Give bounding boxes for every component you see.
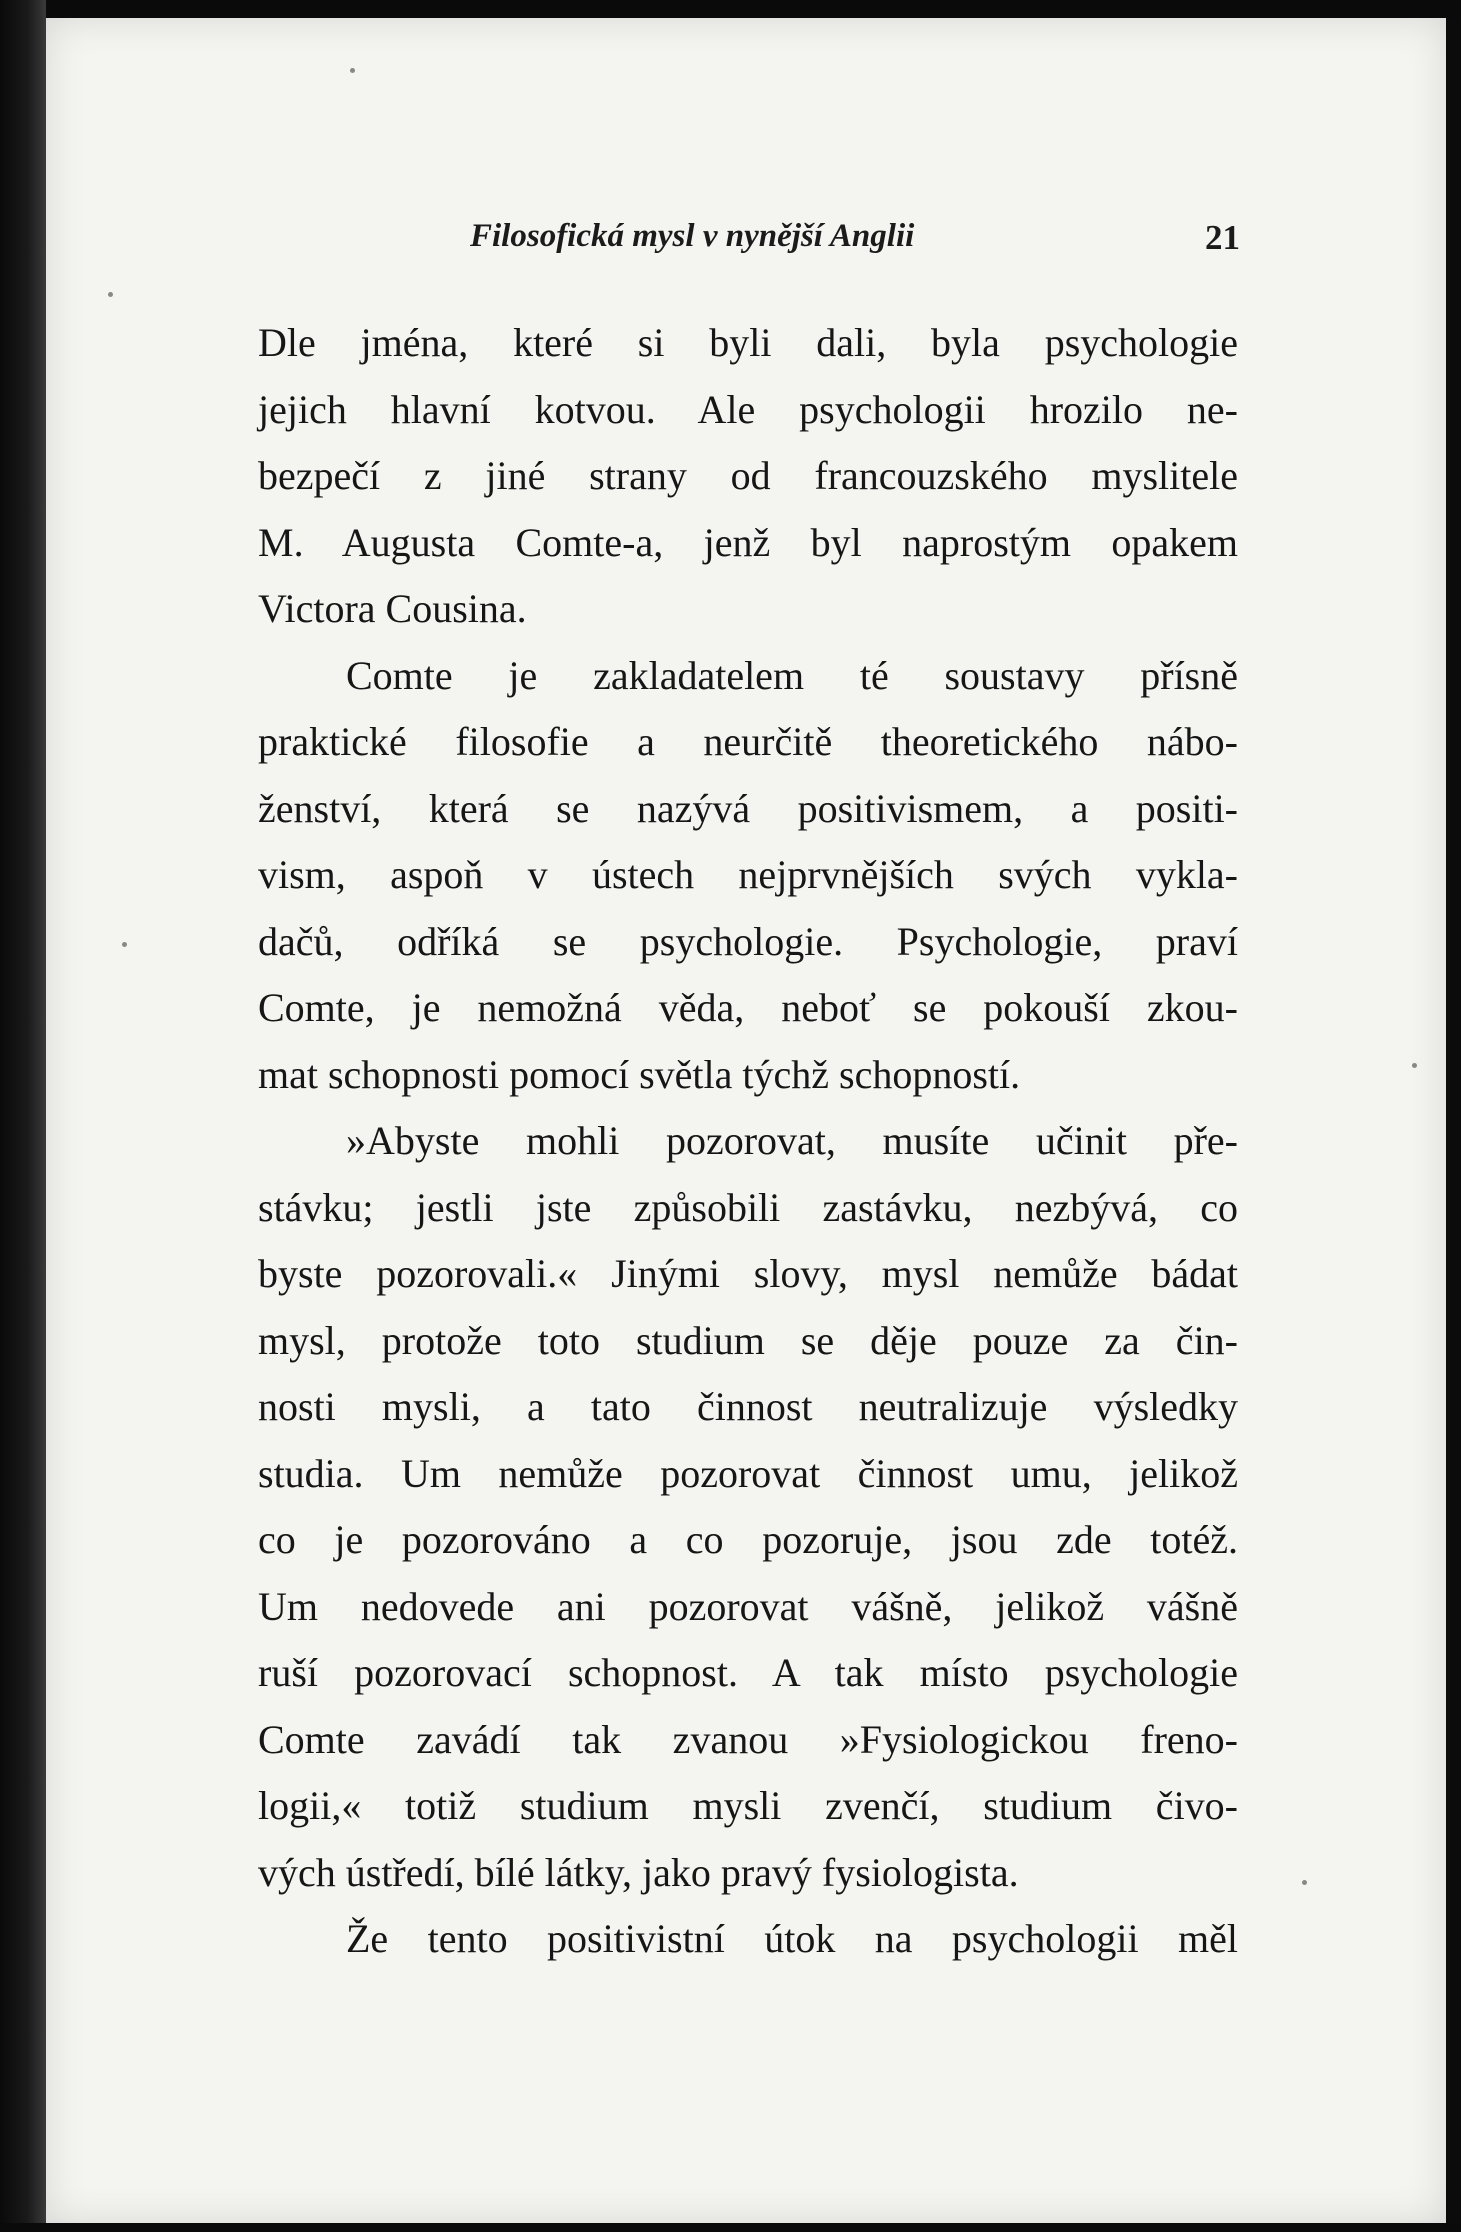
scan-border-bottom (0, 2223, 1461, 2232)
scan-speck (1412, 1063, 1417, 1068)
text-line: mysl, protože toto studium se děje pouze za čin- (258, 1317, 1238, 1363)
text-line: logii,« totiž studium mysli zvenčí, studium čivo- (258, 1783, 1238, 1828)
text-line: vých ústředí, bílé látky, jako pravý fysiologista. (258, 1849, 1019, 1895)
running-head (470, 218, 1240, 270)
scan-border-left (0, 0, 46, 2232)
text-line: jejich hlavní kotvou. Ale psychologii hrozilo ne- (258, 386, 1238, 432)
text-line: Comte zavádí tak zvanou »Fysiologickou freno- (258, 1716, 1238, 1762)
text-line: »Abyste mohli pozorovat, musíte učinit pře- (346, 1118, 1238, 1163)
text-line: Um nedovede ani pozorovat vášně, jelikož vášně (258, 1583, 1238, 1629)
text-line: studia. Um nemůže pozorovat činnost umu, jelikož (258, 1450, 1238, 1496)
text-line: Comte je zakladatelem té soustavy přísně (346, 652, 1238, 698)
text-line: Victora Cousina. (258, 586, 527, 631)
text-line: stávku; jestli jste způsobili zastávku, nezbývá, co (258, 1184, 1238, 1230)
text-line: M. Augusta Comte-a, jenž byl naprostým opakem (258, 519, 1238, 565)
text-line: byste pozorovali.« Jinými slovy, mysl nemůže bádat (258, 1251, 1238, 1296)
text-line: Že tento positivistní útok na psychologii měl (346, 1916, 1238, 1961)
page-number: 21 (1205, 218, 1240, 257)
text-line: nosti mysli, a tato činnost neutralizuje výsledky (258, 1384, 1238, 1429)
text-line: ženství, která se nazývá positivismem, a positi- (258, 785, 1238, 831)
text-line: Comte, je nemožná věda, neboť se pokouší zkou- (258, 985, 1238, 1030)
scan-border-top (0, 0, 1461, 18)
text-line: dačů, odříká se psychologie. Psychologie, praví (258, 918, 1238, 964)
scan-speck (350, 68, 355, 73)
scan-speck (122, 942, 127, 947)
running-title: Filosofická mysl v nynější Anglii (470, 218, 915, 254)
body-text (258, 310, 1238, 1973)
text-line: ruší pozorovací schopnost. A tak místo psychologie (258, 1650, 1238, 1695)
text-line: mat schopnosti pomocí světla týchž schopností. (258, 1051, 1021, 1097)
text-line: Dle jména, které si byli dali, byla psychologie (258, 320, 1238, 365)
scan-speck (108, 292, 113, 297)
text-line: co je pozorováno a co pozoruje, jsou zde totéž. (258, 1517, 1238, 1562)
text-line: bezpečí z jiné strany od francouzského myslitele (258, 453, 1238, 498)
text-line: vism, aspoň v ústech nejprvnějších svých vykla- (258, 852, 1238, 897)
text-line: praktické filosofie a neurčitě theoretického nábo- (258, 719, 1238, 764)
scan-speck (1302, 1880, 1307, 1885)
